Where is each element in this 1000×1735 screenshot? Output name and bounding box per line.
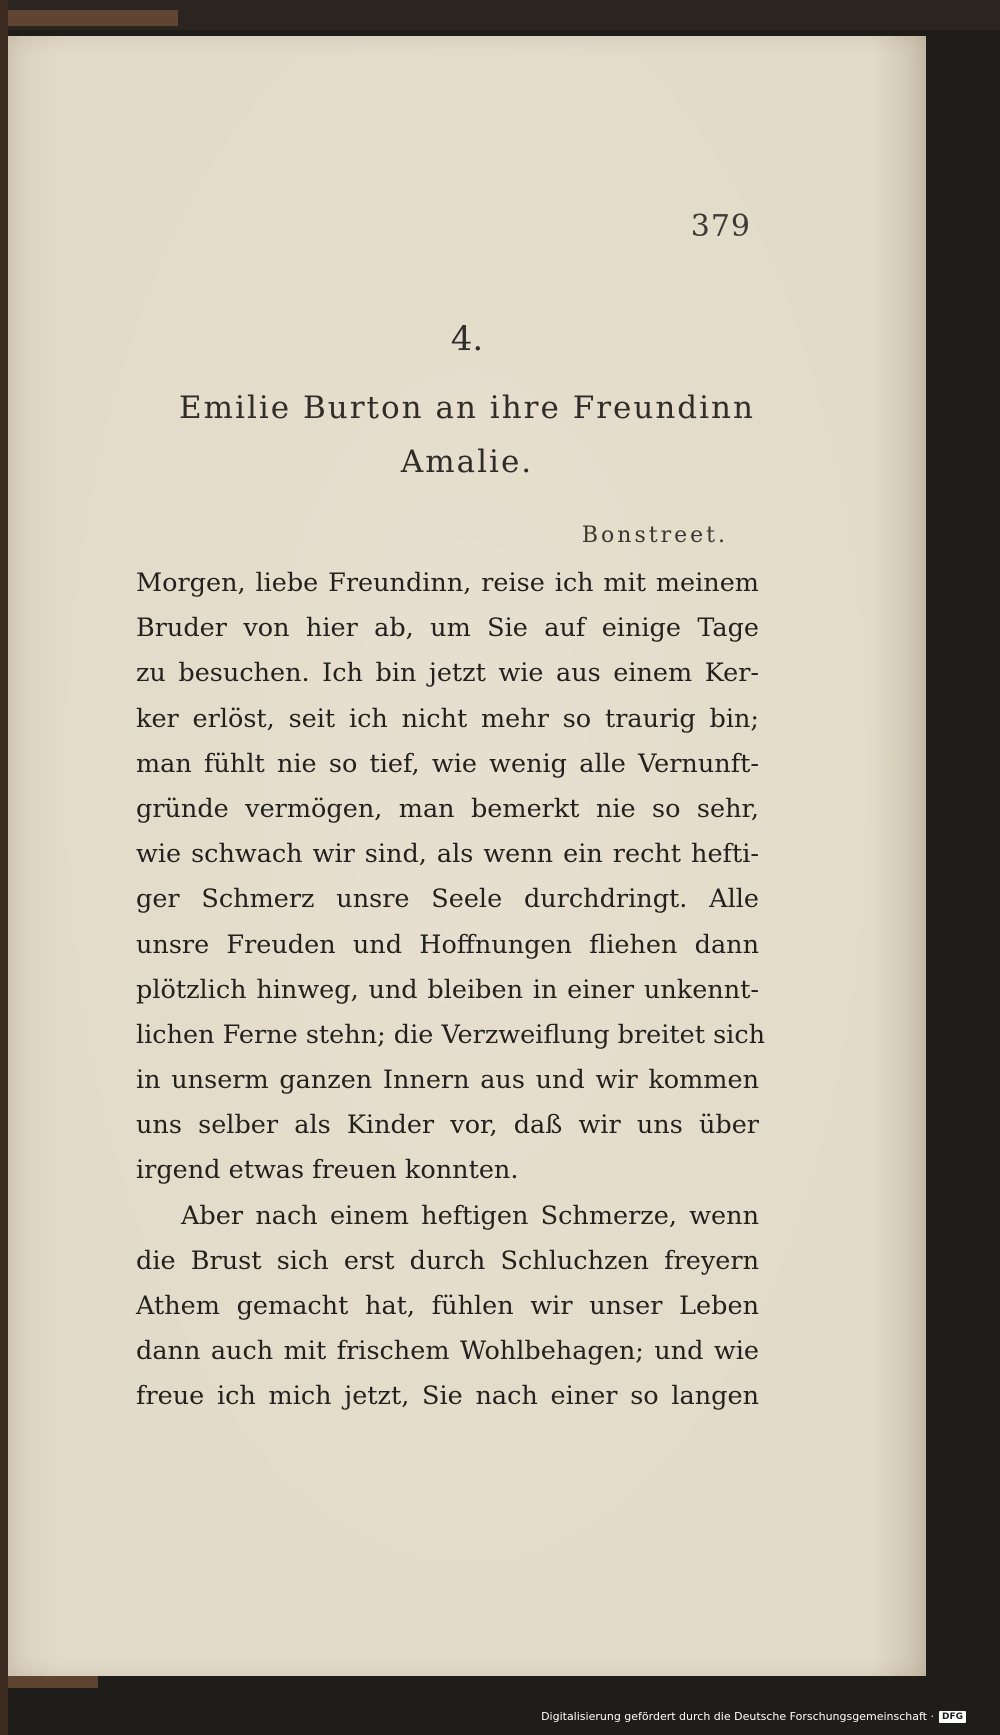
text-line: irgend etwas freuen konnten. (136, 1155, 519, 1186)
letter-body (136, 561, 766, 1420)
scan-background-top (0, 0, 1000, 30)
text-line: die Brust sich erst durch Schluchzen freyern (136, 1245, 759, 1276)
text-line: ger Schmerz unsre Seele durchdringt. Alle (136, 884, 759, 915)
text-line: wie schwach wir sind, als wenn ein recht hefti- (136, 839, 759, 870)
book-cover-edge (8, 10, 178, 26)
text-line: in unserm ganzen Innern aus und wir kommen (136, 1065, 759, 1096)
page-number: 379 (690, 209, 751, 244)
letter-title-line-2: Amalie. (400, 444, 534, 480)
text-line: dann auch mit frischem Wohlbehagen; und wie (136, 1336, 759, 1367)
text-line: freue ich mich jetzt, Sie nach einer so langen (136, 1381, 759, 1412)
digitization-credit (541, 1710, 966, 1723)
text-line: Morgen, liebe Freundinn, reise ich mit meinem (136, 568, 759, 598)
letter-title (8, 381, 926, 489)
dfg-logo: DFG (939, 1711, 966, 1723)
text-line: uns selber als Kinder vor, daß wir uns über (136, 1110, 759, 1141)
text-line: Aber nach einem heftigen Schmerze, wenn (181, 1200, 759, 1231)
book-binding-edge (0, 0, 8, 1735)
text-line: gründe vermögen, man bemerkt nie so sehr, (136, 793, 759, 824)
book-cover-edge-bottom (8, 1676, 98, 1688)
text-line: lichen Ferne stehn; die Verzweiflung breitet sich (136, 1019, 766, 1050)
text-line: ker erlöst, seit ich nicht mehr so traurig bin; (136, 703, 759, 734)
text-line: unsre Freuden und Hoffnungen fliehen dann (136, 929, 759, 960)
text-line: Bruder von hier ab, um Sie auf einige Tage (136, 613, 759, 644)
text-line: man fühlt nie so tief, wie wenig alle Vernunft- (136, 748, 759, 779)
text-line: zu besuchen. Ich bin jetzt wie aus einem Ker- (136, 658, 759, 689)
credit-text: Digitalisierung gefördert durch die Deutsche Forschungsgemeinschaft · (541, 1710, 934, 1723)
text-line: plötzlich hinweg, und bleiben in einer unkennt- (136, 974, 759, 1005)
book-page (8, 36, 926, 1676)
letter-number: 4. (450, 319, 484, 359)
letter-title-line-1: Emilie Burton an ihre Freundinn (179, 390, 755, 426)
text-line: Athem gemacht hat, fühlen wir unser Leben (136, 1291, 759, 1321)
letter-place: Bonstreet. (581, 523, 728, 548)
